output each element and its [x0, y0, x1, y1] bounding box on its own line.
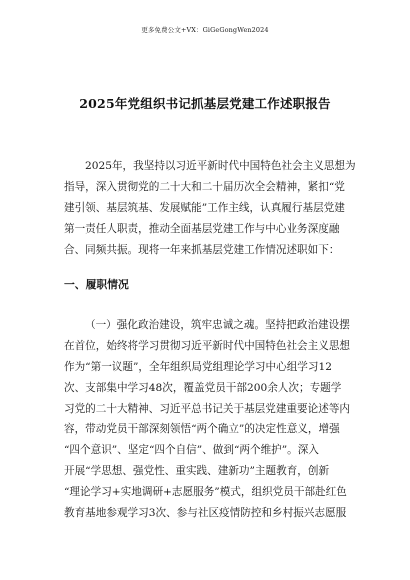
intro-line: 第一责任人职责，推动全面基层党建工作与中心业务深度融	[64, 222, 340, 235]
intro-line: 指导，深入贯彻党的二十大和二十届历次全会精神，紧扣“党	[64, 180, 345, 193]
subsection-line: 习党的二十大精神、习近平总书记关于基层党建重要论述等内	[64, 402, 351, 415]
header-note: 更多免费公文+VX：GiGeGongWen2024	[141, 26, 269, 34]
subsection-line: “四个意识”、坚定“四个自信”、做到“两个维护”。深入	[64, 444, 319, 457]
section-heading: 一、履职情况	[64, 278, 129, 291]
subsection-line: 容，带动党员干部深刻领悟“两个确立”的决定性意义，增强	[64, 423, 340, 436]
subsection-line: 开展“学思想、强党性、重实践、建新功”主题教育，创新	[64, 465, 330, 478]
intro-line: 2025年，我坚持以习近平新时代中国特色社会主义思想为	[85, 160, 356, 172]
intro-line: 建引领、基层筑基、发展赋能”工作主线，认真履行基层党建	[64, 201, 345, 214]
subsection-line: 次、支部集中学习48次，覆盖党员干部200余人次；专题学	[64, 381, 342, 394]
intro-paragraph	[64, 156, 364, 260]
subsection-paragraph	[64, 315, 364, 524]
intro-line: 合、同频共振。现将一年来抓基层党建工作情况述职如下：	[64, 243, 340, 256]
subsection-line: 在首位，始终将学习贯彻习近平新时代中国特色社会主义思想	[64, 339, 351, 352]
subsection-line: “理论学习+实地调研+志愿服务”模式，组织党员干部赴红色	[64, 486, 347, 499]
document-title: 2025年党组织书记抓基层党建工作述职报告	[79, 96, 331, 111]
subsection-line: （一）强化政治建设，筑牢忠诚之魂。坚持把政治建设摆	[85, 319, 350, 331]
subsection-line: 教育基地参观学习3次、参与社区疫情防控和乡村振兴志愿服	[64, 507, 347, 520]
subsection-line: 作为“第一议题”，全年组织局党组理论学习中心组学习12	[64, 360, 332, 373]
